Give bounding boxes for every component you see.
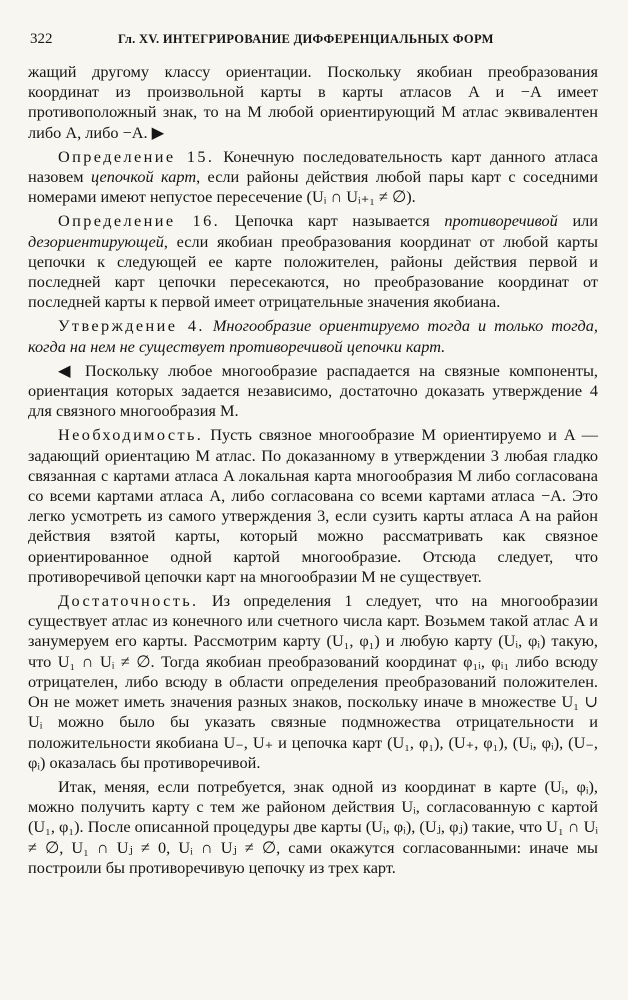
final-paragraph: Итак, меняя, если потребуется, знак одной из координат в карте (Uᵢ, φᵢ), можно получить карту с тем же районом действия Uᵢ, согласованную с картой (U₁, φ₁). После описанной процедуры две карты (Uᵢ, φᵢ), (Uⱼ, φⱼ) такие, что U₁ ∩ Uᵢ ≠ ∅, U₁ ∩ Uⱼ ≠ 0, Uᵢ ∩ Uⱼ ≠ ∅, сами окажутся согласованными: иначе мы построили бы противоречивую цепочку из трех карт.	[28, 776, 598, 877]
sufficiency-paragraph: Достаточность. Из определения 1 следует, что на многообразии существует атлас из конечного или счетного числа карт. Возьмем такой атлас A и занумеруем его карты. Рассмотрим карту (U₁, φ₁) и любую карту (Uᵢ, φᵢ) такую, что U₁ ∩ Uᵢ ≠ ∅. Тогда якобиан преобразований координат φ₁ᵢ, φᵢ₁ либо всюду отрицателен, либо всюду в области определения преобразований положителен. Он не может иметь значения разных знаков, поскольку иначе в множестве U₁ ∪ Uᵢ можно было бы указать связные подмножества отрицательности и положительности якобиана U₋, U₊ и цепочка карт (U₁, φ₁), (U₊, φ₁), (Uᵢ, φᵢ), (U₋, φᵢ) оказалась бы противоречивой.	[28, 591, 598, 772]
statement-4-text: Многообразие ориентируемо тогда и только тогда, когда на нем не существует противоречивой цепочки карт.	[28, 316, 598, 356]
paragraph-continuation: жащий другому классу ориентации. Поскольку якобиан преобразования координат из произвольной карты в карты атласов A и −A имеет противоположный знак, то на M любой ориентирующий M атлас эквивалентен либо A, либо −A. ▶	[28, 62, 598, 142]
running-title: Гл. XV. ИНТЕГРИРОВАНИЕ ДИФФЕРЕНЦИАЛЬНЫХ ФОРМ	[118, 32, 494, 46]
definition-16: Определение 16. Цепочка карт называется противоречивой или дезориентирующей, если якобиан преобразования координат от любой карты цепочки к следующей ее карте положителен, районы действия первой и последней карт цепочки пересекаются, но преобразование координат от последней карты к первой имеет отрицательные значения якобиана.	[28, 211, 599, 312]
page-body	[28, 62, 598, 878]
definition-16-label: Определение 16.	[58, 211, 221, 231]
sufficiency-label: Достаточность.	[58, 591, 199, 611]
term-contradictory: противоречивой	[444, 211, 558, 231]
necessity-label: Необходимость.	[58, 425, 204, 445]
statement-4	[28, 316, 598, 356]
term-chain-of-charts: цепочкой карт	[90, 167, 197, 187]
necessity-paragraph: Необходимость. Пусть связное многообразие M ориентируемо и A — задающий ориентацию M атлас. По доказанному в утверждении 3 любая гладко связанная с картами атласа A локальная карта многообразия M либо согласована со всеми картами атласа A, либо согласована со всеми картами атласа −A. Это легко усмотреть из самого утверждения 3, если сузить карты атласа A на район действия взятой карты, который можно рассматривать как связное ориентированное одной картой многообразие. Отсюда следует, что противоречивой цепочки карт на многообразии M не существует.	[28, 425, 598, 586]
statement-4-label: Утверждение 4.	[58, 316, 205, 336]
definition-15-label: Определение 15.	[58, 146, 215, 166]
proof-intro: ◀ Поскольку любое многообразие распадается на связные компоненты, ориентация которых задается независимо, достаточно доказать утверждение 4 для связного многообразия M.	[28, 360, 598, 421]
term-disorienting: дезориентирующей	[28, 231, 164, 251]
definition-15: Определение 15. Конечную последовательность карт данного атласа назовем цепочкой карт, если районы действия любой пары карт с соседними номерами имеют непустое пересечение (Uᵢ ∩ Uᵢ₊₁ ≠ ∅).	[28, 146, 598, 207]
page-number: 322	[30, 31, 53, 47]
page-header	[28, 28, 598, 50]
